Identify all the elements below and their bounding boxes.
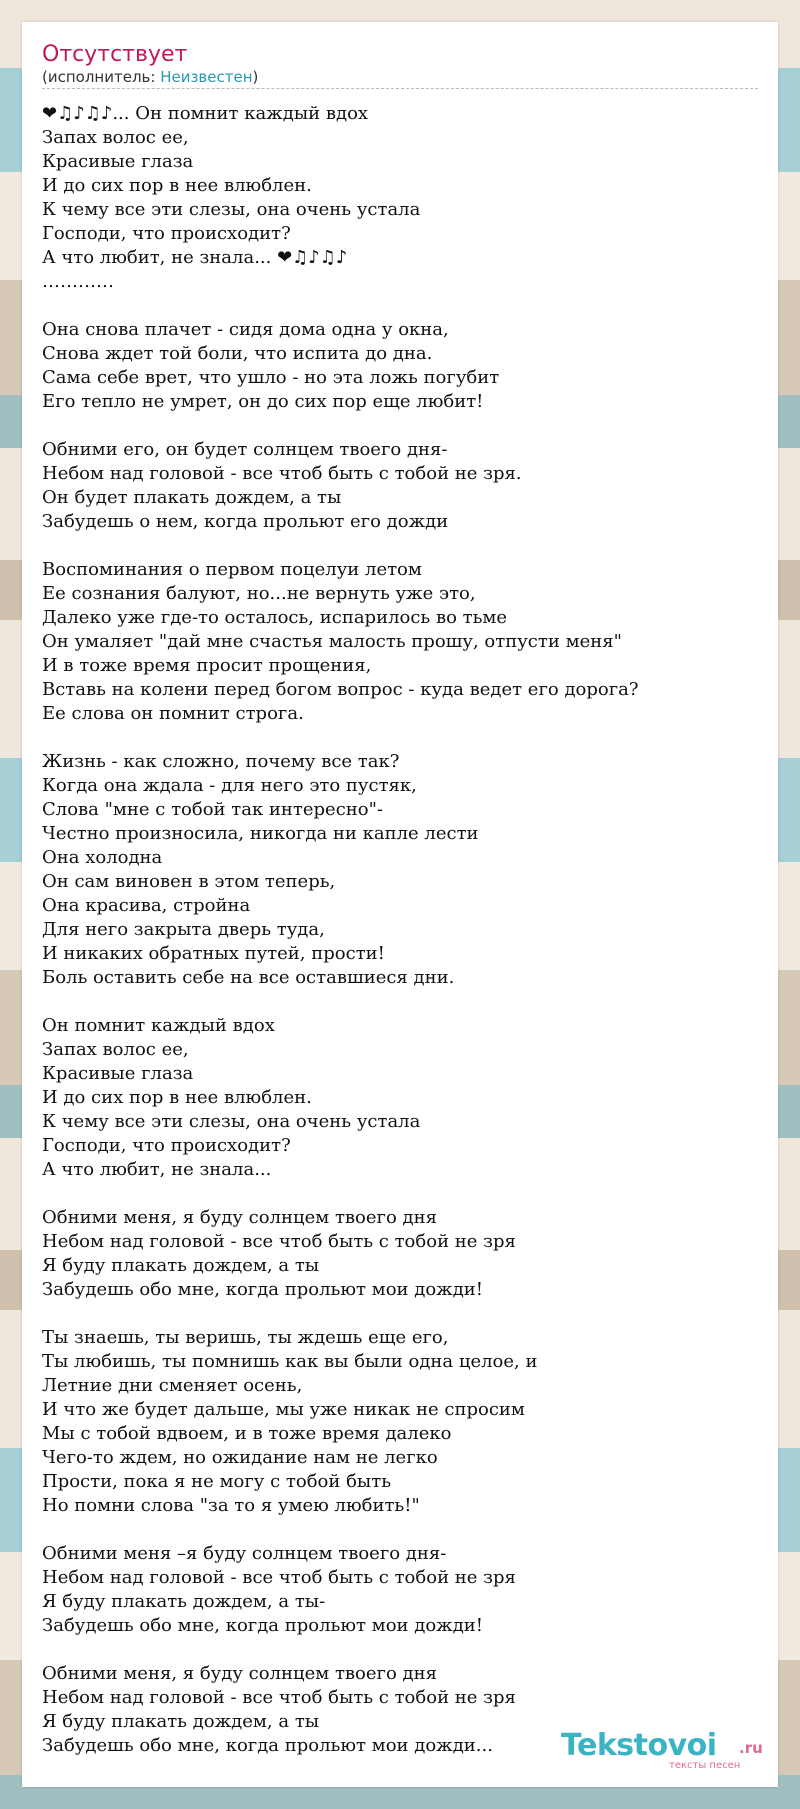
performer-suffix: ) bbox=[252, 68, 259, 86]
lyrics-card bbox=[22, 22, 778, 1787]
logo-domain: .ru bbox=[739, 1739, 763, 1757]
site-logo[interactable] bbox=[561, 1729, 766, 1773]
performer-line bbox=[42, 68, 758, 87]
song-header bbox=[42, 42, 758, 89]
logo-wordmark: Tekstovoi bbox=[561, 1728, 717, 1763]
song-title: Отсутствует bbox=[42, 42, 188, 67]
lyrics-text: ❤♫♪♫♪... Он помнит каждый вдох Запах волос ее, Красивые глаза И до сих пор в нее влюблен. К чему все эти слезы, она очень устала Господи, что происходит? А что любит, не знала... ❤♫♪♫♪ ………… Она снова плачет - сидя дома одна у окна, Снова ждет той боли, что испита до дна. Сама себе врет, что ушло - но эта ложь погубит Его тепло не умрет, он до сих пор еще любит! Обними его, он будет солнцем твоего дня- Небом над головой - все чтоб быть с тобой не зря. Он будет плакать дождем, а ты Забудешь о нем, когда прольют его дожди Воспоминания о первом поцелуи летом Ее сознания балуют, но...не вернуть уже это, Далеко уже где-то осталось, испарилось во тьме Он умаляет "дай мне счастья малость прошу, отпусти меня" И в тоже время просит прощения, Вставь на колени перед богом вопрос - куда ведет его дорога? Ее слова он помнит строга. Жизнь - как сложно, почему все так? Когда она ждала - для него это пустяк, Слова "мне с тобой так интересно"- Честно произносила, никогда ни капле лести Она холодна Он сам виновен в этом теперь, Она красива, стройна Для него закрыта дверь туда, И никаких обратных путей, прости! Боль оставить себе на все оставшиеся дни. Он помнит каждый вдох Запах волос ее, Красивые глаза И до сих пор в нее влюблен. К чему все эти слезы, она очень устала Господи, что происходит? А что любит, не знала... Обними меня, я буду солнцем твоего дня Небом над головой - все чтоб быть с тобой не зря Я буду плакать дождем, а ты Забудешь обо мне, когда прольют мои дожди! Ты знаешь, ты веришь, ты ждешь еще его, Ты любишь, ты помнишь как вы были одна целое, и Летние дни сменяет осень, И что же будет дальше, мы уже никак не спросим Мы с тобой вдвоем, и в тоже время далеко Чего-то ждем, но ожидание нам не легко Прости, пока я не могу с тобой быть Но помни слова "за то я умею любить!" Обними меня –я буду солнцем твоего дня- Небом над головой - все чтоб быть с тобой не зря Я буду плакать дождем, а ты- Забудешь обо мне, когда прольют мои дожди! Обними меня, я буду солнцем твоего дня Небом над головой - все чтоб быть с тобой не зря Я буду плакать дождем, а ты Забудешь обо мне, когда прольют мои дожди... bbox=[42, 103, 639, 1756]
performer-prefix: (исполнитель: bbox=[42, 68, 161, 86]
logo-tagline: тексты песен bbox=[669, 1760, 741, 1771]
performer-link[interactable]: Неизвестен bbox=[160, 68, 253, 86]
